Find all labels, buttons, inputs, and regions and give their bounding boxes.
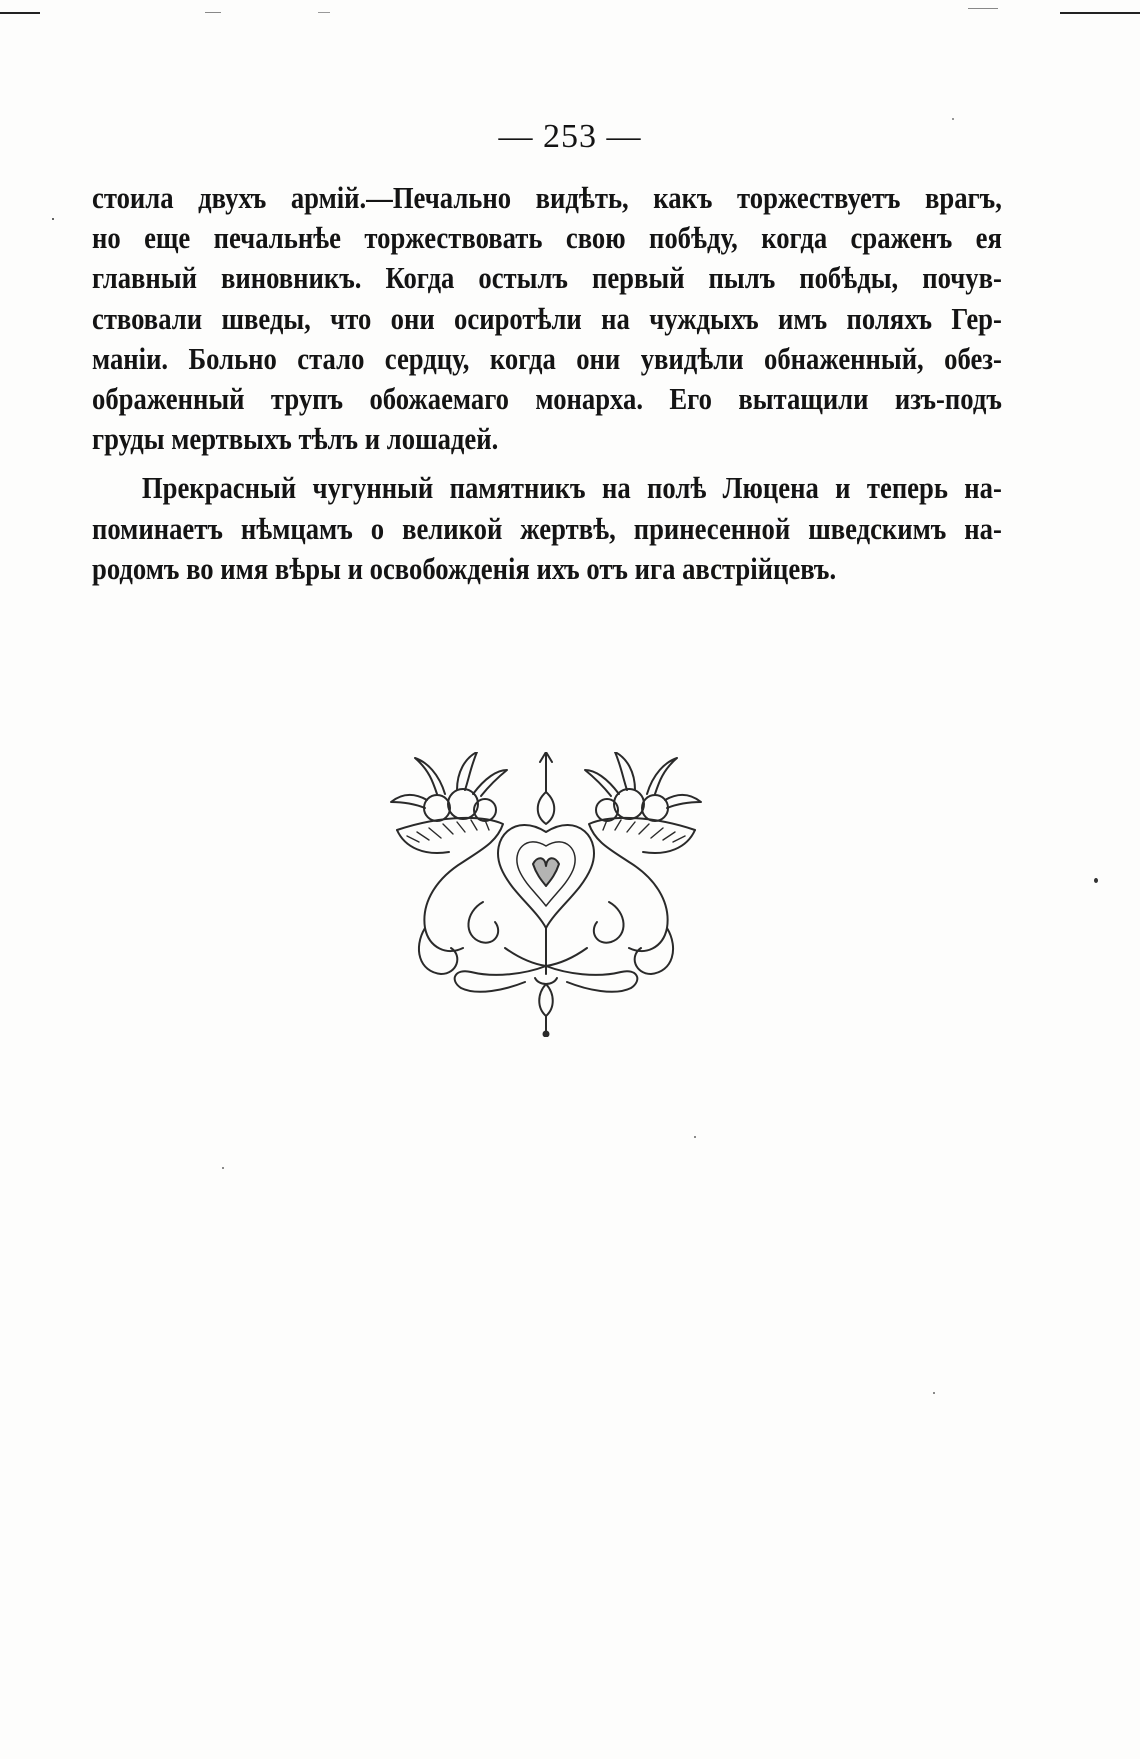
scan-edge-mark [968, 8, 998, 9]
text-line: Прекрасный чугунный памятникъ на полѣ Люцена и теперь на- [141, 470, 1002, 506]
text-line: родомъ во имя вѣры и освобожденiя ихъ отъ ига австрiйцевъ. [92, 550, 837, 586]
text-line: ствовали шведы, что они осиротѣли на чуждыхъ имъ поляхъ Гер- [92, 300, 1002, 336]
page-number: — 253 — [498, 118, 642, 155]
scan-speck [52, 218, 54, 220]
paragraph [92, 178, 1002, 459]
scan-speck [952, 118, 954, 120]
scan-edge-mark [0, 12, 40, 14]
scan-edge-mark [1060, 12, 1140, 14]
scan-edge-mark [205, 12, 221, 13]
scan-speck [222, 1167, 224, 1169]
text-line: стоила двухъ армiй.—Печально видѣть, какъ торжествуетъ врагъ, [92, 180, 1002, 215]
scan-speck [933, 1392, 935, 1394]
scan-speck [694, 1136, 696, 1138]
scan-edge-mark [318, 12, 330, 13]
text-line: груды мертвыхъ тѣлъ и лошадей. [92, 421, 499, 457]
text-line: главный виновникъ. Когда остылъ первый пылъ побѣды, почув- [92, 260, 1002, 296]
floral-vignette-icon [385, 752, 707, 1037]
text-line: поминаетъ нѣмцамъ о великой жертвѣ, принесенной шведскимъ на- [92, 510, 1002, 546]
text-line: манiи. Больно стало сердцу, когда они увидѣли обнаженный, обез- [92, 340, 1002, 376]
body-text [92, 178, 1002, 589]
paragraph [92, 468, 1002, 589]
text-line: ображенный трупъ обожаемаго монарха. Его вытащили изъ-подъ [92, 380, 1002, 416]
scan-speck [1094, 878, 1098, 883]
text-line: но еще печальнѣе торжествовать свою побѣду, когда сраженъ ея [92, 220, 1002, 256]
